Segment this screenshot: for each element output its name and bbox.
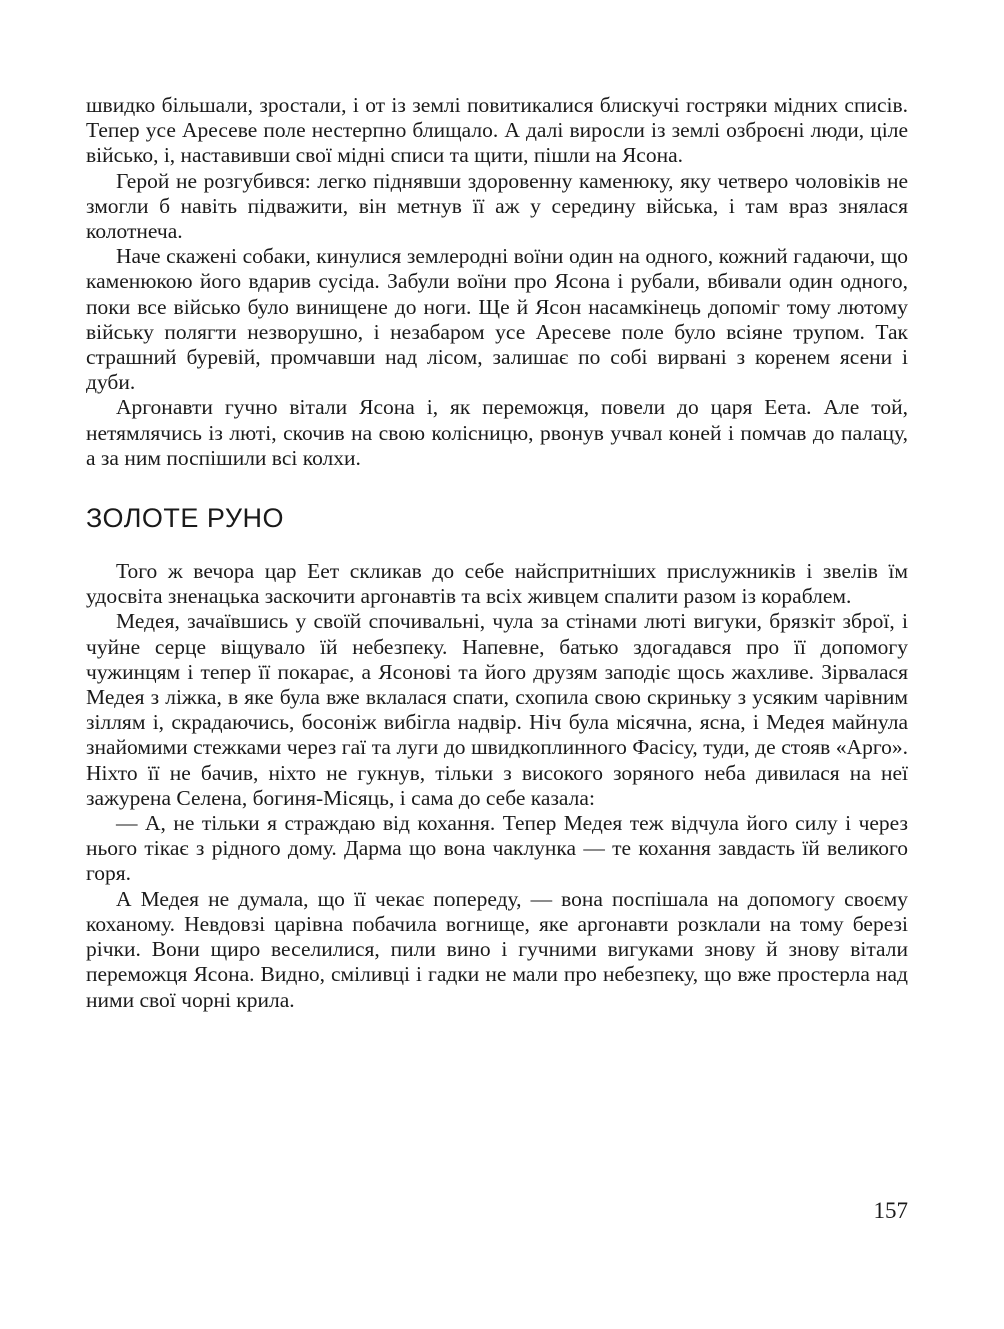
paragraph: — А, не тільки я страждаю від кохання. Тепер Медея теж відчула його силу і через нього тікає з рідного дому. Дарма що вона чаклунка — те кохання завдасть їй великого горя. xyxy=(86,811,908,886)
paragraph: Герой не розгубився: легко піднявши здоровенну каменюку, яку четверо чоловіків не змогли б навіть підважити, він метнув її аж у середину війська, і там враз знялася колотнеча. xyxy=(86,168,908,244)
page-body xyxy=(86,93,908,1013)
section-heading: ЗОЛОТЕ РУНО xyxy=(86,503,284,534)
paragraph: Наче скажені собаки, кинулися землеродні воїни один на одного, кожний гадаючи, що каменюкою його вдарив сусіда. Забули воїни про Ясона і рубали, вбивали один одного, поки все військо було винищене до ноги. Ще й Ясон насамкінець допоміг тому лютому війську полягти незворушно, і незабаром усе Аресеве поле було всіяне трупом. Так страшний буревій, промчавши над лісом, залишає по собі вирвані з коренем ясени і дуби. xyxy=(86,244,908,395)
paragraph: Аргонавти гучно вітали Ясона і, як переможця, повели до царя Еета. Але той, нетямлячись із люті, скочив на свою колісницю, рвонув учвал коней і помчав до палацу, а за ним поспішили всі колхи. xyxy=(86,395,908,470)
paragraph: Того ж вечора цар Еет скликав до себе найспритніших прислужників і звелів їм удосвіта зненацька заскочити аргонавтів та всіх живцем спалити разом із кораблем. xyxy=(86,559,908,609)
paragraph: А Медея не думала, що її чекає попереду, — вона поспішала на допомогу своєму коханому. Невдовзі царівна побачила вогнище, яке аргонавти розклали на тому березі річки. Вони щиро веселилися, пили вино і гучними вигуками знову й знову вітали переможця Ясона. Видно, сміливці і гадки не мали про небезпеку, що вже простерла над ними свої чорні крила. xyxy=(86,886,908,1012)
page-number: 157 xyxy=(873,1198,908,1223)
paragraph: швидко більшали, зростали, і от із землі повитикалися блискучі гостряки мідних списів. Тепер усе Аресеве поле нестерпно блищало. А далі виросли із землі озброєні люди, ціле військо, і, наставивши свої мідні списи та щити, пішли на Ясона. xyxy=(86,93,908,168)
paragraph: Медея, зачаївшись у своїй спочивальні, чула за стінами люті вигуки, брязкіт зброї, і чуйне серце віщувало їй небезпеку. Напевне, батько здогадався про її допомогу чужинцям і тепер її покарає, а Ясонові та його друзям заподіє щось жахливе. Зірвалася Медея з ліжка, в яке була вже вклалася спати, схопила свою скриньку з усяким чарівним зіллям і, скрадаючись, босоніж вибігла надвір. Ніч була місячна, ясна, і Медея майнула знайомими стежками через гаї та луги до швидкоплинного Фасісу, туди, де стояв «Арго». Ніхто її не бачив, ніхто не гукнув, тільки з високого зоряного неба дивилася на неї зажурена Селена, богиня-Місяць, і сама до себе казала: xyxy=(86,609,908,810)
